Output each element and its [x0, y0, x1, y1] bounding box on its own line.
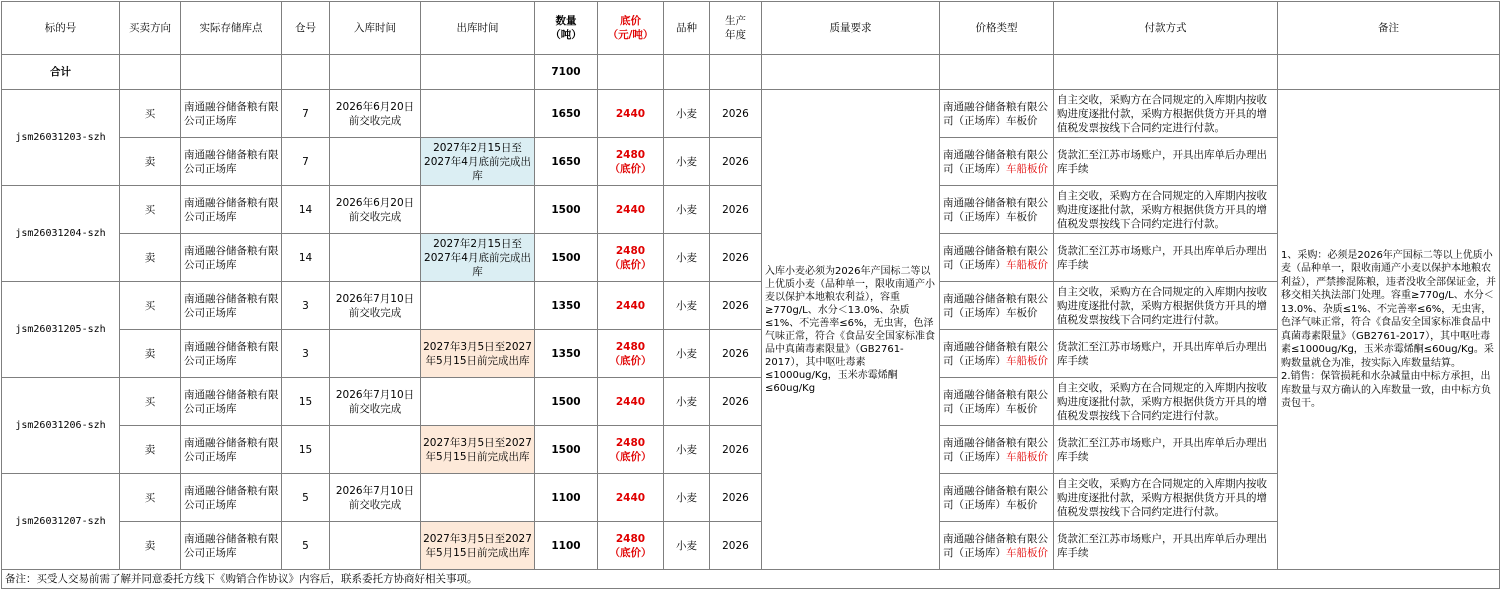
trading-table: [1, 1, 1500, 589]
in-time-cell: [330, 138, 421, 186]
summary-empty-cell: [181, 55, 282, 90]
price-type-highlight: 车船板价: [1006, 354, 1048, 367]
summary-empty-cell: [598, 55, 664, 90]
payment-cell: 自主交收，采购方在合同规定的入库期内按收购进度逐批付款，采购方根据供货方开具的增值税发票按线下合同约定进行付款。: [1054, 90, 1278, 138]
price-type-highlight: 车船板价: [1006, 546, 1048, 559]
price-type-text: 南通融谷储备粮有限公司（正场库）: [943, 148, 1048, 175]
in-time-cell: 2026年6月20日前交收完成: [330, 90, 421, 138]
out-time-cell: 2027年2月15日至2027年4月底前完成出库: [421, 138, 535, 186]
price-cell: 2440: [598, 474, 664, 522]
direction-cell: 买: [120, 186, 181, 234]
year-cell: 2026: [710, 186, 762, 234]
location-cell: 南通融谷储备粮有限公司正场库: [181, 378, 282, 426]
col-header-qty: 数量 （吨）: [535, 2, 598, 55]
location-cell: 南通融谷储备粮有限公司正场库: [181, 234, 282, 282]
bin-cell: 5: [282, 522, 330, 570]
price-type-highlight: 车船板价: [1006, 162, 1048, 175]
table-row: [2, 522, 1500, 570]
lot-number: jsm26031207-szh: [2, 474, 120, 570]
bin-cell: 7: [282, 138, 330, 186]
price-cell: 2480 （底价）: [598, 522, 664, 570]
table-row: [2, 282, 1500, 330]
price-cell: 2440: [598, 186, 664, 234]
table-row: [2, 90, 1500, 138]
direction-cell: 买: [120, 90, 181, 138]
lot-number: jsm26031204-szh: [2, 186, 120, 282]
direction-cell: 卖: [120, 426, 181, 474]
bin-cell: 14: [282, 186, 330, 234]
year-cell: 2026: [710, 330, 762, 378]
direction-cell: 卖: [120, 138, 181, 186]
qty-cell: 1500: [535, 234, 598, 282]
variety-cell: 小麦: [664, 378, 710, 426]
col-header-lot-no: 标的号: [2, 2, 120, 55]
out-time-cell: [421, 186, 535, 234]
price-type-cell: [940, 234, 1054, 282]
table-row: [2, 474, 1500, 522]
table-row: [2, 330, 1500, 378]
variety-cell: 小麦: [664, 330, 710, 378]
out-time-cell: [421, 282, 535, 330]
col-header-payment: 付款方式: [1054, 2, 1278, 55]
variety-cell: 小麦: [664, 234, 710, 282]
price-type-cell: 南通融谷储备粮有限公司（正场库）车板价: [940, 90, 1054, 138]
summary-label: 合计: [2, 55, 120, 90]
price-type-highlight: 车船板价: [1006, 450, 1048, 463]
col-header-price: 底价 （元/吨）: [598, 2, 664, 55]
price-cell: 2480 （底价）: [598, 330, 664, 378]
table-row: [2, 426, 1500, 474]
bin-cell: 5: [282, 474, 330, 522]
summary-empty-cell: [940, 55, 1054, 90]
direction-cell: 卖: [120, 522, 181, 570]
location-cell: 南通融谷储备粮有限公司正场库: [181, 90, 282, 138]
price-cell: 2480 （底价）: [598, 234, 664, 282]
price-type-cell: [940, 138, 1054, 186]
remarks-cell: 1、采购：必须是2026年产国标二等以上优质小麦（品种单一，限收南通产小麦以保护本地粮农利益），严禁掺混陈粮，违者没收全部保证金，并移交相关执法部门处理。容重≥770g/L、水分＜13.0%、杂质≤1%、不完善率≤6%，无虫害，色泽气味正常，符合《食品安全国家标准食品中真菌毒素限量》（GB2761-2017），其中呕吐毒素≤1000ug/Kg，玉米赤霉烯酮≤60ug/Kg。采购数量就仓为准，按实际入库数量结算。 2.销售：保管损耗和水杂减量由中标方承担，出库数量与双方确认的入库数量一致，由中标方负责包干。: [1278, 90, 1500, 570]
bin-cell: 3: [282, 282, 330, 330]
variety-cell: 小麦: [664, 186, 710, 234]
bin-cell: 15: [282, 378, 330, 426]
variety-cell: 小麦: [664, 474, 710, 522]
in-time-cell: 2026年7月10日前交收完成: [330, 282, 421, 330]
summary-empty-cell: [421, 55, 535, 90]
direction-cell: 卖: [120, 234, 181, 282]
summary-row: [2, 55, 1500, 90]
year-cell: 2026: [710, 90, 762, 138]
in-time-cell: 2026年7月10日前交收完成: [330, 474, 421, 522]
price-type-cell: 南通融谷储备粮有限公司（正场库）车板价: [940, 378, 1054, 426]
payment-cell: 自主交收，采购方在合同规定的入库期内按收购进度逐批付款，采购方根据供货方开具的增值税发票按线下合同约定进行付款。: [1054, 186, 1278, 234]
bin-cell: 14: [282, 234, 330, 282]
table-row: [2, 378, 1500, 426]
qty-cell: 1500: [535, 378, 598, 426]
price-cell: 2440: [598, 282, 664, 330]
payment-cell: 自主交收，采购方在合同规定的入库期内按收购进度逐批付款，采购方根据供货方开具的增值税发票按线下合同约定进行付款。: [1054, 282, 1278, 330]
col-header-price-type: 价格类型: [940, 2, 1054, 55]
summary-empty-cell: [762, 55, 940, 90]
payment-cell: 货款汇至江苏市场账户，开具出库单后办理出库手续: [1054, 426, 1278, 474]
price-cell: 2480 （底价）: [598, 426, 664, 474]
price-type-text: 南通融谷储备粮有限公司（正场库）: [943, 244, 1048, 271]
qty-cell: 1100: [535, 522, 598, 570]
footnote: 备注：买受人交易前需了解并同意委托方线下《购销合作协议》内容后，联系委托方协商好相关事项。: [2, 570, 1500, 589]
year-cell: 2026: [710, 378, 762, 426]
year-cell: 2026: [710, 522, 762, 570]
price-cell: 2440: [598, 378, 664, 426]
variety-cell: 小麦: [664, 522, 710, 570]
out-time-cell: [421, 474, 535, 522]
variety-cell: 小麦: [664, 138, 710, 186]
summary-empty-cell: [282, 55, 330, 90]
qty-cell: 1500: [535, 426, 598, 474]
out-time-cell: 2027年3月5日至2027年5月15日前完成出库: [421, 522, 535, 570]
price-type-cell: [940, 522, 1054, 570]
location-cell: 南通融谷储备粮有限公司正场库: [181, 138, 282, 186]
table-row: [2, 186, 1500, 234]
quality-requirements: 入库小麦必须为2026年产国标二等以上优质小麦（品种单一，限收南通产小麦以保护本地粮农利益），容重≥770g/L、水分＜13.0%、杂质≤1%、不完善率≤6%，无虫害，色泽气味正常，符合《食品安全国家标准食品中真菌毒素限量》（GB2761-2017），其中呕吐毒素≤1000ug/Kg，玉米赤霉烯酮≤60ug/Kg: [762, 90, 940, 570]
summary-empty-cell: [1278, 55, 1500, 90]
price-type-text: 南通融谷储备粮有限公司（正场库）: [943, 532, 1048, 559]
summary-empty-cell: [330, 55, 421, 90]
payment-cell: 自主交收，采购方在合同规定的入库期内按收购进度逐批付款，采购方根据供货方开具的增值税发票按线下合同约定进行付款。: [1054, 378, 1278, 426]
year-cell: 2026: [710, 426, 762, 474]
price-cell: 2480 （底价）: [598, 138, 664, 186]
out-time-cell: [421, 378, 535, 426]
year-cell: 2026: [710, 282, 762, 330]
direction-cell: 卖: [120, 330, 181, 378]
col-header-bin: 仓号: [282, 2, 330, 55]
col-header-quality: 质量要求: [762, 2, 940, 55]
col-header-year: 生产 年度: [710, 2, 762, 55]
location-cell: 南通融谷储备粮有限公司正场库: [181, 330, 282, 378]
qty-cell: 1650: [535, 138, 598, 186]
out-time-cell: 2027年2月15日至2027年4月底前完成出库: [421, 234, 535, 282]
location-cell: 南通融谷储备粮有限公司正场库: [181, 426, 282, 474]
year-cell: 2026: [710, 138, 762, 186]
location-cell: 南通融谷储备粮有限公司正场库: [181, 282, 282, 330]
col-header-direction: 买卖方向: [120, 2, 181, 55]
out-time-cell: 2027年3月5日至2027年5月15日前完成出库: [421, 426, 535, 474]
bin-cell: 7: [282, 90, 330, 138]
payment-cell: 货款汇至江苏市场账户，开具出库单后办理出库手续: [1054, 330, 1278, 378]
header-row: [2, 2, 1500, 55]
col-header-location: 实际存储库点: [181, 2, 282, 55]
direction-cell: 买: [120, 282, 181, 330]
table-row: [2, 138, 1500, 186]
col-header-out-time: 出库时间: [421, 2, 535, 55]
year-cell: 2026: [710, 234, 762, 282]
price-cell: 2440: [598, 90, 664, 138]
qty-cell: 1500: [535, 186, 598, 234]
location-cell: 南通融谷储备粮有限公司正场库: [181, 186, 282, 234]
payment-cell: 货款汇至江苏市场账户，开具出库单后办理出库手续: [1054, 138, 1278, 186]
variety-cell: 小麦: [664, 90, 710, 138]
price-type-cell: 南通融谷储备粮有限公司（正场库）车板价: [940, 186, 1054, 234]
qty-cell: 1350: [535, 282, 598, 330]
in-time-cell: [330, 234, 421, 282]
price-type-cell: [940, 426, 1054, 474]
summary-empty-cell: [1054, 55, 1278, 90]
col-header-variety: 品种: [664, 2, 710, 55]
lot-number: jsm26031206-szh: [2, 378, 120, 474]
qty-cell: 1100: [535, 474, 598, 522]
price-type-text: 南通融谷储备粮有限公司（正场库）: [943, 340, 1048, 367]
lot-number: jsm26031203-szh: [2, 90, 120, 186]
in-time-cell: 2026年6月20日前交收完成: [330, 186, 421, 234]
in-time-cell: 2026年7月10日前交收完成: [330, 378, 421, 426]
price-type-highlight: 车船板价: [1006, 258, 1048, 271]
payment-cell: 货款汇至江苏市场账户，开具出库单后办理出库手续: [1054, 234, 1278, 282]
in-time-cell: [330, 330, 421, 378]
direction-cell: 买: [120, 474, 181, 522]
payment-cell: 货款汇至江苏市场账户，开具出库单后办理出库手续: [1054, 522, 1278, 570]
variety-cell: 小麦: [664, 282, 710, 330]
qty-cell: 1350: [535, 330, 598, 378]
price-type-text: 南通融谷储备粮有限公司（正场库）: [943, 436, 1048, 463]
direction-cell: 买: [120, 378, 181, 426]
qty-cell: 1650: [535, 90, 598, 138]
footnote-row: [2, 570, 1500, 589]
out-time-cell: [421, 90, 535, 138]
price-type-cell: [940, 330, 1054, 378]
summary-empty-cell: [664, 55, 710, 90]
lot-number: jsm26031205-szh: [2, 282, 120, 378]
table-row: [2, 234, 1500, 282]
price-type-cell: 南通融谷储备粮有限公司（正场库）车板价: [940, 474, 1054, 522]
variety-cell: 小麦: [664, 426, 710, 474]
price-type-cell: 南通融谷储备粮有限公司（正场库）车板价: [940, 282, 1054, 330]
summary-qty: 7100: [535, 55, 598, 90]
bin-cell: 3: [282, 330, 330, 378]
summary-empty-cell: [120, 55, 181, 90]
out-time-cell: 2027年3月5日至2027年5月15日前完成出库: [421, 330, 535, 378]
bin-cell: 15: [282, 426, 330, 474]
col-header-remarks: 备注: [1278, 2, 1500, 55]
in-time-cell: [330, 522, 421, 570]
payment-cell: 自主交收，采购方在合同规定的入库期内按收购进度逐批付款，采购方根据供货方开具的增值税发票按线下合同约定进行付款。: [1054, 474, 1278, 522]
location-cell: 南通融谷储备粮有限公司正场库: [181, 522, 282, 570]
year-cell: 2026: [710, 474, 762, 522]
col-header-in-time: 入库时间: [330, 2, 421, 55]
in-time-cell: [330, 426, 421, 474]
location-cell: 南通融谷储备粮有限公司正场库: [181, 474, 282, 522]
summary-empty-cell: [710, 55, 762, 90]
